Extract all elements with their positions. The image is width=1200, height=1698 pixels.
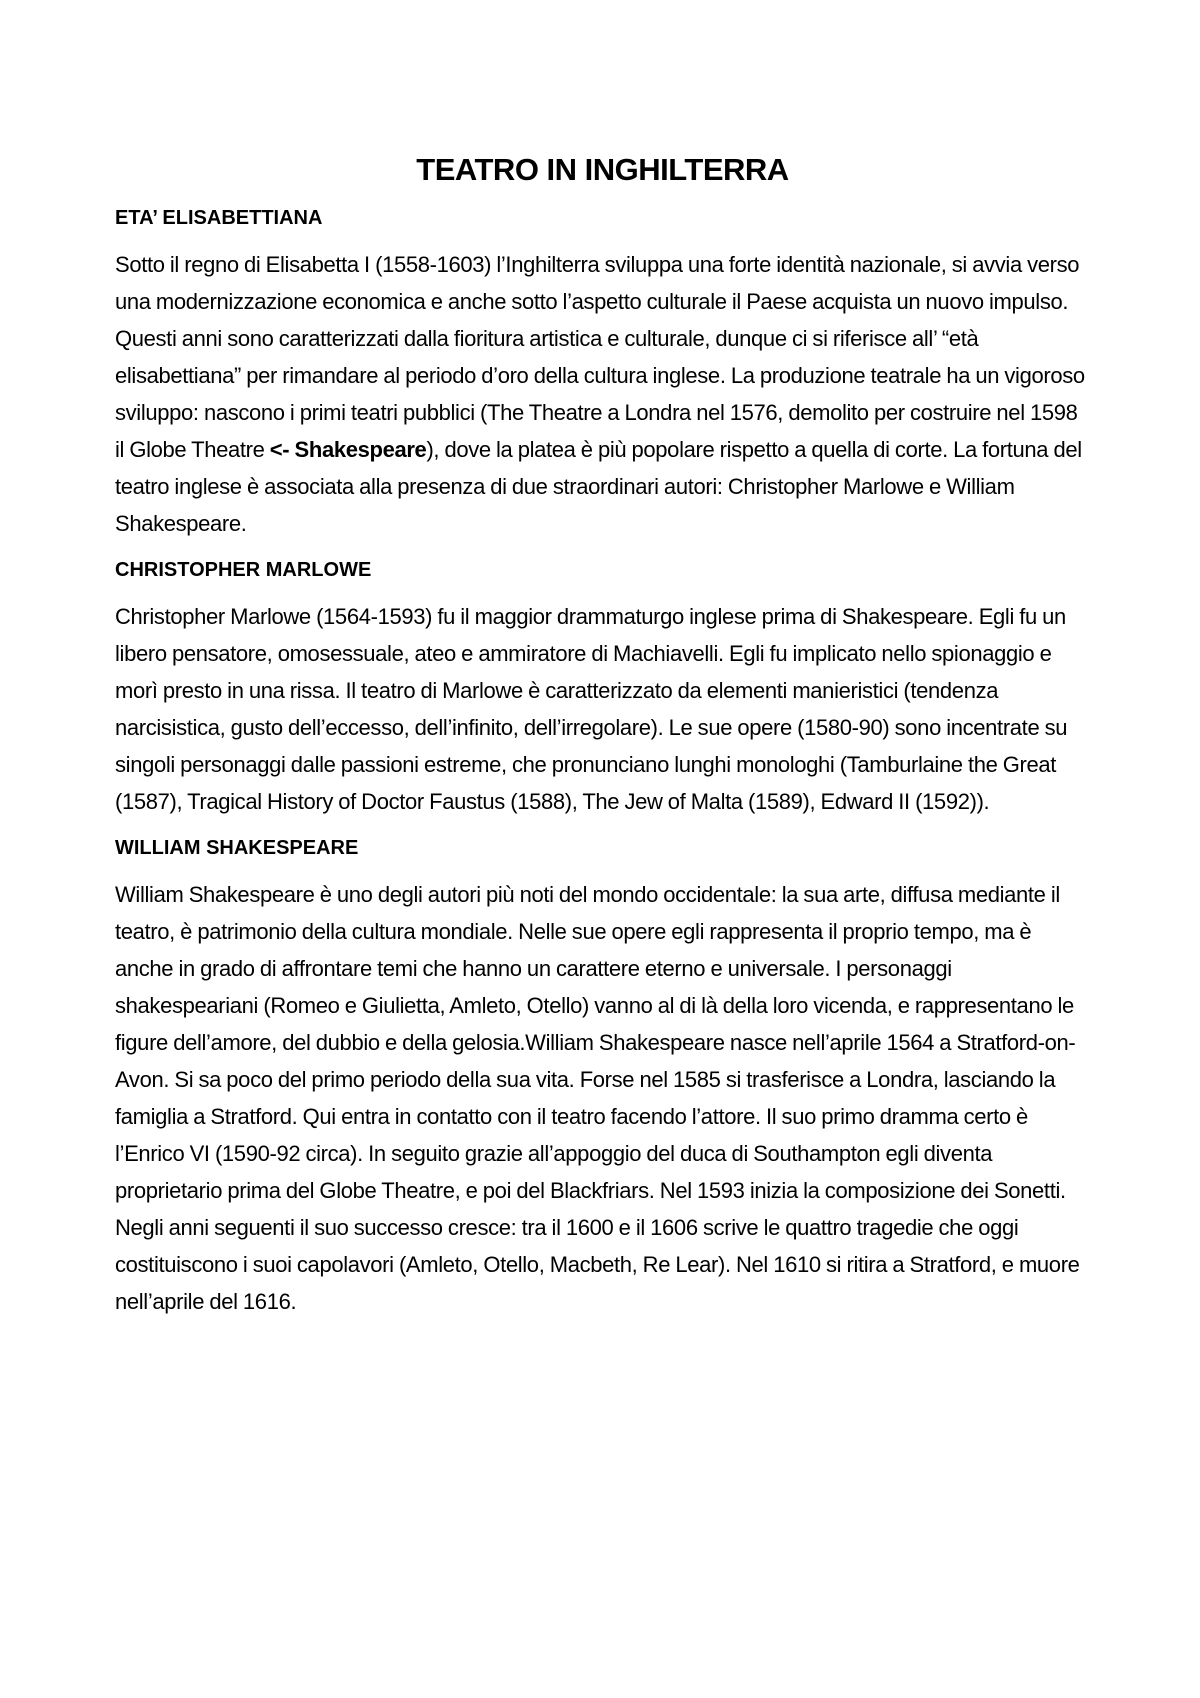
paragraph-william-shakespeare: William Shakespeare è uno degli autori più noti del mondo occidentale: la sua arte, diffusa mediante il teatro, è patrimonio della cultura mondiale. Nelle sue opere egli rappresenta il proprio tempo, ma è anche in grado di affrontare temi che hanno un carattere eterno e universale. I personaggi shakespeariani (Romeo e Giulietta, Amleto, Otello) vanno al di là della loro vicenda, e rappresentano le figure dell’amore, del dubbio e della gelosia.William Shakespeare nasce nell’aprile 1564 a Stratford-on-Avon. Si sa poco del primo periodo della sua vita. Forse nel 1585 si trasferisce a Londra, lasciando la famiglia a Stratford. Qui entra in contatto con il teatro facendo l’attore. Il suo primo dramma certo è l’Enrico VI (1590-92 circa). In seguito grazie all’appoggio del duca di Southampton egli diventa proprietario prima del Globe Theatre, e poi del Blackfriars. Nel 1593 inizia la composizione dei Sonetti. Negli anni seguenti il suo successo cresce: tra il 1600 e il 1606 scrive le quattro tragedie che oggi costituiscono i suoi capolavori (Amleto, Otello, Macbeth, Re Lear). Nel 1610 si ritira a Stratford, e muore nell’aprile del 1616. [115, 882, 1080, 1314]
section-heading-william-shakespeare: WILLIAM SHAKESPEARE [115, 837, 359, 859]
bold-shakespeare-note: <- Shakespeare [269, 437, 427, 462]
section-heading-eta-elisabettiana: ETA’ ELISABETTIANA [115, 207, 323, 229]
paragraph-christopher-marlowe: Christopher Marlowe (1564-1593) fu il maggior drammaturgo inglese prima di Shakespeare. Egli fu un libero pensatore, omosessuale, ateo e ammiratore di Machiavelli. Egli fu implicato nello spionaggio e morì presto in una rissa. Il teatro di Marlowe è caratterizzato da elementi manieristici (tendenza narcisistica, gusto dell’eccesso, dell’infinito, dell’irregolare). Le sue opere (1580-90) sono incentrate su singoli personaggi dalle passioni estreme, che pronunciano lunghi monologhi (Tamburlaine the Great (1587), Tragical History of Doctor Faustus (1588), The Jew of Malta (1589), Edward II (1592)). [115, 604, 1068, 814]
paragraph-text-part: ), dove la platea è più popolare rispetto a quella di corte. La fortuna del teatro inglese è associata alla presenza di due straordinari autori: Christopher Marlowe e William Shakespeare. [115, 437, 1082, 536]
section-heading-christopher-marlowe: CHRISTOPHER MARLOWE [115, 559, 372, 581]
document-page [115, 150, 1090, 1334]
paragraph-eta-elisabettiana [115, 246, 1090, 542]
document-title: TEATRO IN INGHILTERRA [416, 152, 789, 187]
paragraph-text-part: Sotto il regno di Elisabetta I (1558-1603) l’Inghilterra sviluppa una forte identità nazionale, si avvia verso una modernizzazione economica e anche sotto l’aspetto culturale il Paese acquista un nuovo impulso. Questi anni sono caratterizzati dalla fioritura artistica e culturale, dunque ci si riferisce all’ “età elisabettiana” per rimandare al periodo d’oro della cultura inglese. La produzione teatrale ha un vigoroso sviluppo: nascono i primi teatri pubblici (The Theatre a Londra nel 1576, demolito per costruire nel 1598 il Globe Theatre [115, 252, 1085, 462]
